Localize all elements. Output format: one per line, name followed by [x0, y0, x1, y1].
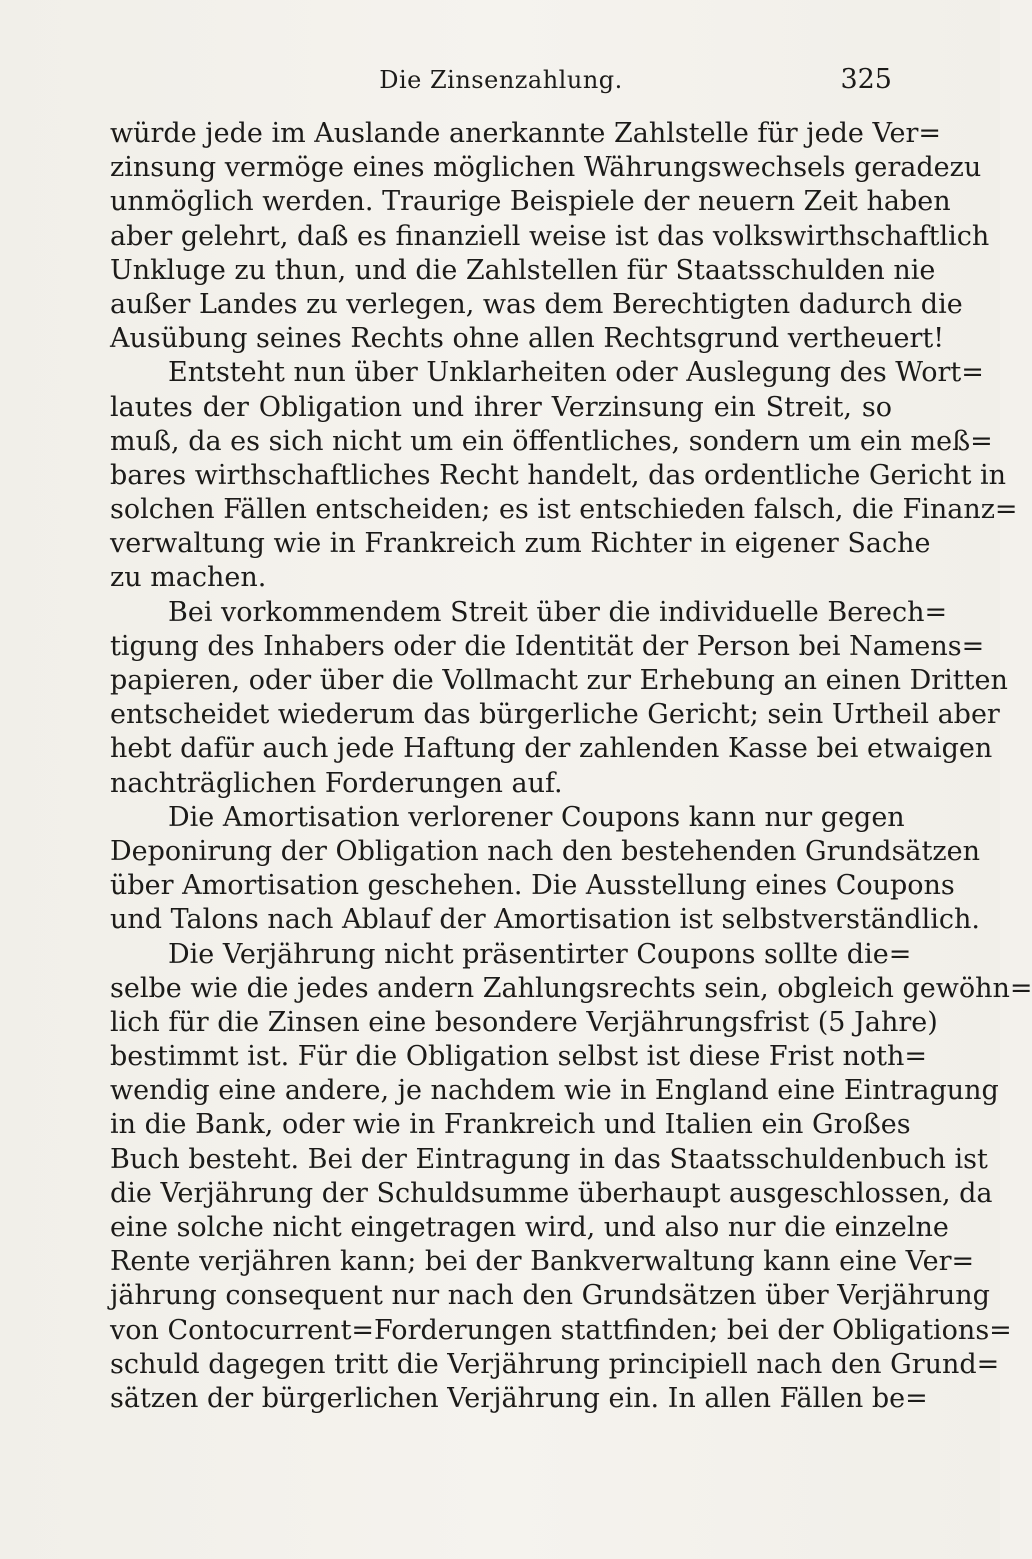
- text-line: nachträglichen Forderungen auf.: [110, 767, 563, 799]
- body-text: [110, 117, 1032, 1416]
- page-header: [110, 66, 892, 102]
- text-line: von Contocurrent=Forderungen stattfinden; bei der Obligations=: [110, 1314, 1012, 1346]
- text-line: die Verjährung der Schuldsumme überhaupt ausgeschlossen, da: [110, 1177, 993, 1209]
- text-line: entscheidet wiederum das bürgerliche Gericht; sein Urtheil aber: [110, 699, 1000, 731]
- text-line: schuld dagegen tritt die Verjährung principiell nach den Grund=: [110, 1348, 1000, 1380]
- text-line: Deponirung der Obligation nach den bestehenden Grundsätzen: [110, 835, 980, 867]
- text-line: Unkluge zu thun, und die Zahlstellen für Staatsschulden nie: [110, 254, 936, 286]
- text-line: und Talons nach Ablauf der Amortisation ist selbstverständlich.: [110, 904, 980, 936]
- page-number: 325: [840, 64, 892, 95]
- text-line: über Amortisation geschehen. Die Ausstellung eines Coupons: [110, 870, 955, 902]
- text-line: muß, da es sich nicht um ein öffentliches, sondern um ein meß=: [110, 425, 993, 457]
- text-line: in die Bank, oder wie in Frankreich und Italien ein Großes: [110, 1109, 911, 1141]
- text-line: Buch besteht. Bei der Eintragung in das Staatsschuldenbuch ist: [110, 1143, 988, 1175]
- text-line: wendig eine andere, je nachdem wie in England eine Eintragung: [110, 1075, 999, 1107]
- text-line: Die Verjährung nicht präsentirter Coupons sollte die=: [168, 938, 912, 970]
- text-line: Rente verjähren kann; bei der Bankverwaltung kann eine Ver=: [110, 1246, 975, 1278]
- text-line: lautes der Obligation und ihrer Verzinsung ein Streit, so: [110, 391, 892, 423]
- running-title: Die Zinsenzahlung.: [379, 66, 623, 94]
- text-line: jährung consequent nur nach den Grundsätzen über Verjährung: [110, 1280, 990, 1312]
- text-line: Bei vorkommendem Streit über die individuelle Berech=: [168, 596, 948, 628]
- text-line: eine solche nicht eingetragen wird, und also nur die einzelne: [110, 1212, 949, 1243]
- text-line: lich für die Zinsen eine besondere Verjährungsfrist (5 Jahre): [110, 1006, 938, 1038]
- text-line: unmöglich werden. Traurige Beispiele der neuern Zeit haben: [110, 186, 951, 218]
- text-line: Die Amortisation verlorener Coupons kann nur gegen: [168, 801, 905, 833]
- text-line: zinsung vermöge eines möglichen Währungswechsels geradezu: [110, 152, 982, 184]
- text-line: tigung des Inhabers oder die Identität der Person bei Namens=: [110, 630, 985, 662]
- text-line: papieren, oder über die Vollmacht zur Erhebung an einen Dritten: [110, 665, 1008, 696]
- text-line: bares wirthschaftliches Recht handelt, das ordentliche Gericht in: [110, 459, 1007, 491]
- text-line: selbe wie die jedes andern Zahlungsrechts sein, obgleich gewöhn=: [110, 972, 1032, 1004]
- text-line: Entsteht nun über Unklarheiten oder Auslegung des Wort=: [168, 357, 984, 389]
- text-line: außer Landes zu verlegen, was dem Berechtigten dadurch die: [110, 288, 963, 320]
- text-line: solchen Fällen entscheiden; es ist entschieden falsch, die Finanz=: [110, 494, 1018, 526]
- text-line: würde jede im Auslande anerkannte Zahlstelle für jede Ver=: [110, 118, 941, 149]
- text-line: bestimmt ist. Für die Obligation selbst ist diese Frist noth=: [110, 1041, 927, 1073]
- text-line: zu machen.: [110, 562, 267, 594]
- text-line: aber gelehrt, daß es finanziell weise ist das volkswirthschaftlich: [110, 220, 990, 252]
- text-line: sätzen der bürgerlichen Verjährung ein. In allen Fällen be=: [110, 1382, 928, 1414]
- text-line: Ausübung seines Rechts ohne allen Rechtsgrund vertheuert!: [110, 323, 945, 355]
- text-line: hebt dafür auch jede Haftung der zahlenden Kasse bei etwaigen: [110, 733, 993, 765]
- text-line: verwaltung wie in Frankreich zum Richter in eigener Sache: [110, 528, 931, 560]
